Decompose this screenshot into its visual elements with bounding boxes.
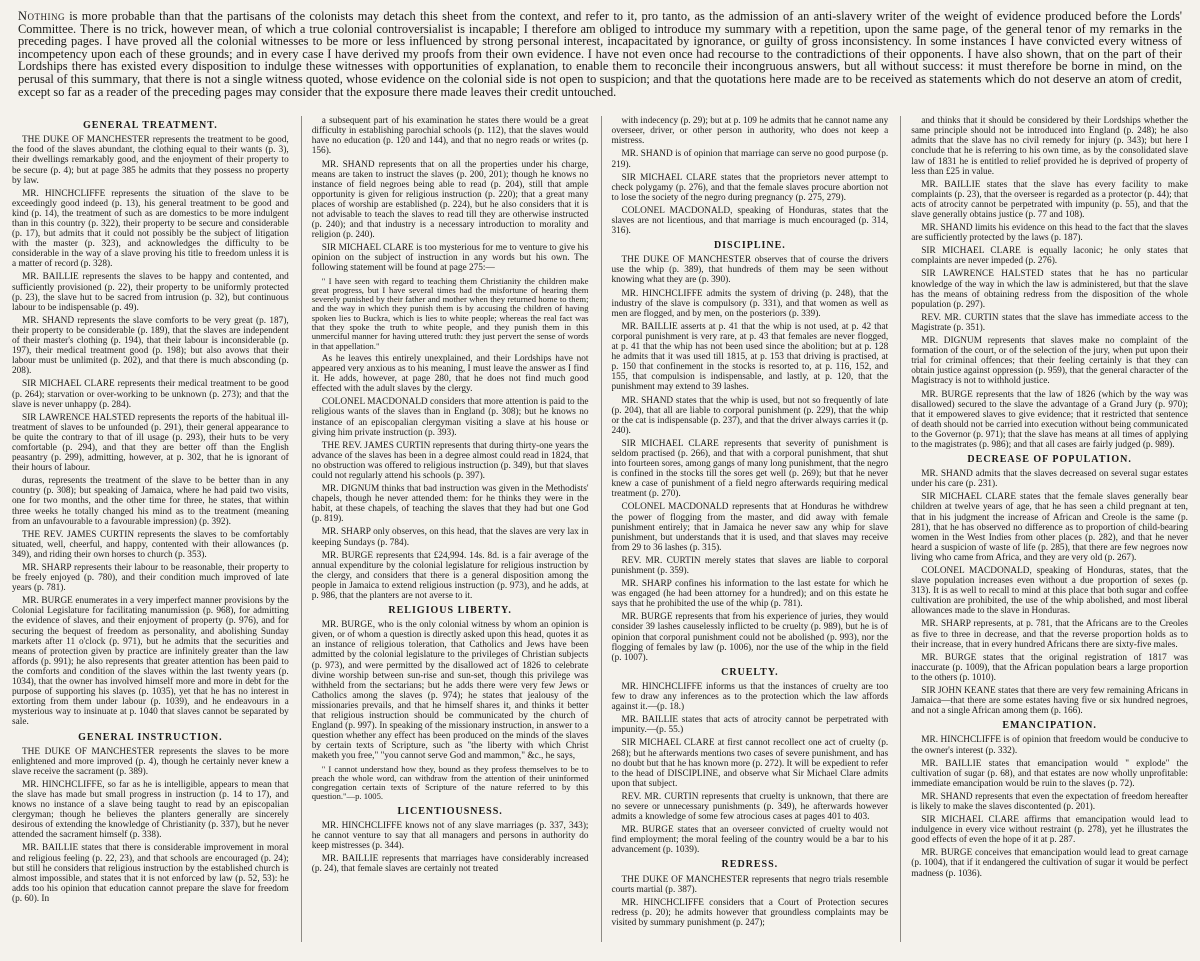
paragraph: COLONEL MACDONALD considers that more attention is paid to the religious wants of the slaves than in England (p. 308); but he knows no instance of an episcopalian clergyman visiting a slave at his house or giving him private instruction (p. 393). [311,397,589,438]
paragraph: SIR LAWRENCE HALSTED states that he has no particular knowledge of the way in which the law is administered, but that the slave has the means of obtaining redress from the disposition of the whole population (p. 297). [911,269,1188,310]
paragraph: As he leaves this entirely unexplained, and their Lordships have not appeared very anxious as to his meaning, I must leave the answer as I find it. He adds, however, at page 280, that he does not find much good effected with the adult slaves by the clergy. [311,353,589,395]
section-heading: LICENTIOUSNESS. [397,805,503,817]
paragraph: MR. HINCHCLIFFE represents the situation of the slave to be exceedingly good indeed (p. 13), his general treatment to be good and kind (p. 14), the treatment of such as are domestics to be more indulgent than in this country (p. 322), their property to be secure and considerable (p. 17), but admits that it could not possibly be the subject of litigation with the master (p. 323), and acknowledges the difficulty to be considerable in the way of a slave proving his title to freedom unless it is a matter of record (p. 328). [12,188,289,270]
paragraph: MR. HINCHCLIFFE is of opinion that freedom would be conducive to the owner's interest (p. 332). [911,735,1188,756]
paragraph: SIR MICHAEL CLARE is equally laconic; he only states that complaints are never impeded (p. 276). [911,246,1188,267]
paragraph: SIR JOHN KEANE states that there are very few remaining Africans in Jamaica—that there are some estates having five or six hundred negroes, and not a single African among them (p. 166). [911,686,1188,717]
column-4 [900,116,1188,942]
column-3 [601,116,889,942]
paragraph: MR. SHAND limits his evidence on this head to the fact that the slaves are sufficiently protected by the laws (p. 187). [911,223,1188,244]
paragraph: MR. HINCHCLIFFE, so far as he is intelligible, appears to mean that the slave has made but small progress in instruction (p. 14 to 17), and knows no instance of a slave being taught to read by an episcopalian clergyman; though he believes the planters generally are sincerely desirous of extending the knowledge of Christianity (p. 337), but he never attended the sacrament himself (p. 338). [12,779,289,841]
section-heading: EMANCIPATION. [1002,720,1097,732]
section-heading: DISCIPLINE. [713,240,786,252]
paragraph: MR. SHAND is of opinion that marriage can serve no good purpose (p. 219). [611,149,889,170]
paragraph: MR. BAILLIE asserts at p. 41 that the whip is not used, at p. 42 that corporal punishment is very rare, at p. 43 that females are never flogged, at p. 41 that the whip has not been used since the abolition; but at p. 128 he admits that it was used till 1815, at p. 153 that driving is practised, at p. 150 that confinement in the stocks is resorted to, at p. 116, 152, and 155, that compulsion is indispensable, and lastly, at p. 120, that the punishment may extend to 39 lashes. [611,321,889,393]
section-heading: DECREASE OF POPULATION. [967,454,1132,466]
paragraph: SIR MICHAEL CLARE represents their medical treatment to be good (p. 264); starvation or over-working to be unknown (p. 273); and that the slave is never unhappy (p. 284). [12,379,289,410]
block-quote: " I have seen with regard to teaching them Christianity the children make great progress, but I have several times had the misfortune of hearing them severely punished by their father and mother when they returned home to them; and the way in which they punish them is by accusing the children of having spoken lies to Buckra, which is lies to white people; whereas the real fact was that they spoke the truth to white people, and they punish them in this unmerciful manner for having uttered truth: they just pervert the sense of words in that appellation." [311,275,589,351]
paragraph: MR. BURGE, who is the only colonial witness by whom an opinion is given, or of whom a question is directly asked upon this head, quotes it as an instance of religious toleration, that Catholics and Jews have been admitted by the colonial legislature to the privileges of Christian subjects (p. 973), and were permitted by the disallowed act of 1826 to celebrate divine worship between sun-rise and sun-set, though this privilege was withheld from the sectarians; but he adds there were very few Jews or Catholics among the slaves (p. 974); he states that jealousy of the missionaries prevails, and that he himself shares it, and thinks it better that religious instruction should be communicated by the church of England (p. 997). In speaking of the missionary instruction, in answer to a question whether any effect has been produced on the minds of the slaves by certain texts of Scripture, such as "the liberty with which Christ maketh you free," "you cannot serve God and mammon," &c., he says, [311,620,589,762]
paragraph: THE DUKE OF MANCHESTER represents the slaves to be more enlightened and more improved (p. 4), though he certainly never knew a slave receive the sacrament (p. 389). [12,746,289,777]
section-heading: RELIGIOUS LIBERTY. [388,605,512,617]
paragraph: MR. BURGE represents that the law of 1826 (which by the way was disallowed) secured to the slave the advantage of a Grand Jury (p. 970); that it empowered slaves to give evidence; that it restricted that sentence of death should not be carried into execution without being communicated to the Governor (p. 971); that the slave has means at all times of applying to the magistrates (p. 986); and that all cases are fairly judged (p. 989). [911,389,1188,450]
paragraph: MR. BURGE represents that £24,994. 14s. 8d. is a fair average of the annual expenditure by the colonial legislature for religious instruction by the clergy, and considers that there is a general disposition among the people in Jamaica to extend religious instruction (p. 973), and he adds, at p. 986, that the planters are not averse to it. [311,550,589,601]
block-quote: " I cannot understand how they, bound as they profess themselves to be to preach the whole word, can withdraw from the attention of their uninformed congregation certain texts of Scripture of the nature referred to by this question."—p. 1005. [311,763,589,802]
paragraph: REV. MR. CURTIN states that the slave has immediate access to the Magistrate (p. 351). [911,312,1188,333]
paragraph: MR. BAILLIE states that there is considerable improvement in moral and religious feeling (p. 22, 23), and that schools are encouraged (p. 24); but still he considers that religious instruction by the established church is almost impossible, and states that it is not enforced by law (p. 52, 53): he adds too his opinion that education cannot prepare the slave for freedom (p. 60). In [12,843,289,904]
paragraph: MR. DIGNUM thinks that bad instruction was given in the Methodists' chapels, though he never attended them: for he thinks they were in the habit, at these chapels, of teaching the slaves that they had but one God (p. 819). [311,484,589,525]
paragraph: MR. BAILLIE states that emancipation would " explode" the cultivation of sugar (p. 68), and that estates are now wholly unprofitable: immediate emancipation would be ruin to the slaves (p. 72). [911,758,1188,789]
paragraph: a subsequent part of his examination he states there would be a great difficulty in establishing parochial schools (p. 112), that the slaves would have no education (p. 120 and 144), and that no negro reads or writes (p. 156). [311,116,589,157]
section-heading: REDRESS. [721,859,779,871]
paragraph: SIR MICHAEL CLARE represents that severity of punishment is seldom practised (p. 266), and that with a corporal punishment, that shut into fourteen sores, among gangs of many long punishment, that the negro is confined in the stocks till the sores get well (p. 269); but that he never knew a case of punishment of a field negro afterwards requiring medical treatment (p. 270). [611,438,889,500]
paragraph: MR. HINCHCLIFFE considers that a Court of Protection secures redress (p. 20); he admits however that groundless complaints may be visited by summary punishment (p. 247); [611,897,889,928]
section-heading: GENERAL INSTRUCTION. [78,731,223,743]
paragraph: REV. MR. CURTIN represents that cruelty is unknown, that there are no severe or unnecessary punishments (p. 349), he afterwards however admits a knowledge of some few atrocious cases at pages 401 to 403. [611,791,889,823]
section-heading: GENERAL TREATMENT. [83,120,218,132]
paragraph: MR. BAILLIE represents the slaves to be happy and contented, and sufficiently provisioned (p. 22), their property to be uniformly protected (p. 23), the slave hut to be sacred from intrusion (p. 32), but continuous labour to be indispensable (p. 49). [12,272,289,313]
paragraph: MR. BURGE conceives that emancipation would lead to great carnage (p. 1004), that if it endangered the cultivation of sugar it would be perfect madness (p. 1036). [911,848,1188,879]
paragraph: MR. BURGE enumerates in a very imperfect manner provisions by the Colonial Legislature for facilitating manumission (p. 968), for admitting the evidence of slaves, and their enjoyment of property (p. 976), and for securing the bequest of freedom as personality, and abolishing Sunday markets after 11 o'clock (p. 971), but he admits that the securities and means of protection given by practice are infinitely greater than the law affords (p. 991); he also represents that greater attention has been paid to the comforts and condition of the slaves within the last twenty years (p. 1034), that the owner has involved himself more and more in debt for the purpose of supporting his slaves (p. 1035), yet that he has no interest in extorting from them under labour (p. 1039), and he endeavours in a mysterious way to insinuate at p. 1040 that slaves cannot be separated by sale. [12,596,289,728]
paragraph: SIR MICHAEL CLARE is too mysterious for me to venture to give his opinion on the subject of instruction in any words but his own. The following statement will be found at page 275:— [311,243,589,274]
paragraph: MR. HINCHCLIFFE knows not of any slave marriages (p. 337, 343); he cannot venture to say that all managers and persons in authority do keep mistresses (p. 344). [311,820,589,851]
paragraph: MR. BURGE states that the original registration of 1817 was inaccurate (p. 1009), that the African population bears a large proportion to the others (p. 1010). [911,652,1188,683]
paragraph: SIR MICHAEL CLARE at first cannot recollect one act of cruelty (p. 268); but he afterwards mentions two cases of severe punishment, and has no doubt but that he has known more (p. 272). It will be expedient to refer to the head of DISCIPLINE, and observe what Sir Michael Clare admits upon that subject. [611,738,889,789]
paragraph: THE DUKE OF MANCHESTER observes that of course the drivers use the whip (p. 389), that hundreds of them may be seen without knowing what they are (p. 390). [611,255,889,286]
paragraph: COLONEL MACDONALD, speaking of Honduras, states, that the slave population increases even without a due proportion of sexes (p. 313). It is as well to recall to mind at this place that both sugar and coffee cultivation are prohibited, the use of the whip abolished, and most liberal allowances made to the slave in Honduras. [911,566,1188,617]
paragraph: MR. SHAND states that the whip is used, but not so frequently of late (p. 204), that all are liable to corporal punishment (p. 229), that the whip or the cat is indispensable (p. 237), and that the driver always carries it (p. 240). [611,395,889,436]
paragraph: MR. BAILLIE represents that marriages have considerably increased (p. 24), that female slaves are certainly not treated [311,854,589,875]
paragraph: duras, represents the treatment of the slave to be better than in any country (p. 308); but speaking of Jamaica, where he had paid two visits, one for two months, and the other time for three, he states, that within three weeks he totally changed his mind as to the treatment (meaning from an unfavourable to a favourable impression) (p. 392). [12,476,289,527]
paragraph: SIR MICHAEL CLARE affirms that emancipation would lead to indulgence in every vice without restraint (p. 278), yet he illustrates the good effects of even the hope of it at p. 287. [911,815,1188,846]
paragraph: MR. SHARP only observes, on this head, that the slaves are very lax in keeping Sundays (p. 784). [311,527,589,548]
paragraph: MR. SHAND admits that the slaves decreased on several sugar estates under his care (p. 231). [911,469,1188,490]
paragraph: THE DUKE OF MANCHESTER represents that negro trials resemble courts martial (p. 387). [611,874,889,895]
paragraph: MR. SHAND represents the slave comforts to be very great (p. 187), their property to be considerable (p. 189), that the slaves are independent of their master's clothing (p. 194), that their labour is inconsiderable (p. 197), their medical treatment good (p. 198); but also avows that their labour must be unlimited (p. 202), and that there is much absconding (p. 208). [12,315,289,377]
column-2 [301,116,589,942]
paragraph: MR. BURGE states that an overseer convicted of cruelty would not find employment; the moral feeling of the country would be a bar to his advancement (p. 1039). [611,825,889,856]
paragraph: MR. SHAND represents that on all the properties under his charge, means are taken to instruct the slaves (p. 200, 201); though he knows no instance of field negroes being able to read (p. 204), still that ample opportunity is given for religious instruction (p. 220); that a great many places of worship are established (p. 224), but he also considers that it is not advisable to teach the slaves to read till they are otherwise instructed (p. 240); and that industry is a necessary introduction to morality and religion (p. 240). [311,159,589,241]
text-columns [12,116,1188,942]
paragraph: COLONEL MACDONALD represents that at Honduras he withdrew the power of flogging from the master, and did away with female punishment entirely; that in Jamaica he never saw any whip for slave punishment, but understands that it is used, and that slaves may receive from 29 to 36 lashes (p. 315). [611,502,889,553]
paragraph: MR. DIGNUM represents that slaves make no complaint of the formation of the court, or of the selection of the jury, when put upon their trial for criminal offences; that their feeling certainly is that they can obtain justice against oppression (p. 959), that the general character of the Magistracy is not to withhold justice. [911,336,1188,387]
paragraph: MR. HINCHCLIFFE informs us that the instances of cruelty are too few to draw any inferences as to the protection which the law affords against it.—(p. 18.) [611,681,889,713]
paragraph: SIR MICHAEL CLARE states that the proprietors never attempt to check polygamy (p. 276), and that the female slaves procure abortion not to lose the society of the negro during pregnancy (p. 275, 279). [611,172,889,203]
paragraph: MR. BURGE represents that from his experience of juries, they would consider 39 lashes causelessly inflicted to be cruelty (p. 989), but he is of opinion that corporal punishment could not be abolished (p. 993), nor the flogging of females by law (p. 1006), nor the use of the whip in the field (p. 1007). [611,612,889,663]
paragraph: SIR LAWRENCE HALSTED represents the reports of the habitual ill-treatment of slaves to be unfounded (p. 291), their general appearance to be quite the contrary to that of ill usage (p. 293), their huts to be very comfortable (p. 294), and that they are better off than the English peasantry (p. 299), admitting, however, at p. 302, that he is ignorant of their hours of labour. [12,412,289,474]
paragraph: THE REV. JAMES CURTIN represents the slaves to be comfortably situated, well, cheerful, and happy, contented with their allowances (p. 349), and riding their own horses to church (p. 353). [12,529,289,560]
paragraph: and thinks that it should be considered by their Lordships whether the same principle should not be introduced into England (p. 248); he also admits that the slave has no civil remedy for injury (p. 343); but here I conclude that he is referring to his own time, as by the consolidated slave law of 1831 he is entitled to relief provided he is deprived of property of less than £25 in value. [911,116,1188,177]
paragraph: MR. HINCHCLIFFE admits the system of driving (p. 248), that the industry of the slave is compulsory (p. 331), and that women as well as men are flogged, and by men, on the posteriors (p. 339). [611,288,889,319]
paragraph: MR. BAILLIE states that acts of atrocity cannot be perpetrated with impunity.—(p. 55.) [611,715,889,736]
paragraph: SIR MICHAEL CLARE states that the female slaves generally bear children at twelve years of age, that he has seen a child pregnant at ten, that in his judgment the increase of African and Creole is the same (p. 281), that he has observed no difference as to proportion of child-bearing women in the West Indies from other places (p. 282), and that he never heard a suspicion of waste of life (p. 285), that there are few negroes now living who came from Africa, and they are very old (p. 267). [911,492,1188,563]
paragraph: with indecency (p. 29); but at p. 109 he admits that he cannot name any overseer, driver, or other person in authority, who does not keep a mistress. [611,116,889,147]
intro-paragraph [12,10,1188,98]
paragraph: MR. SHARP confines his information to the last estate for which he was engaged (he had been attorney for a hundred); and on this estate he says that he prohibited the use of the whip (p. 781). [611,579,889,610]
intro-text: is more probable than that the partisans of the colonists may detach this sheet from the context, and refer to it, pro tanto, as the admission of an anti-slavery writer of the weight of evidence produced before the Lords' Committee. There is no trick, however mean, of which a true colonial controversialist is incapable; I therefore am obliged to introduce my summary with a repetition, upon the same page, of the general tenor of my remarks in the preceding pages. I have proved all the colonial witnesses to be more or less influenced by strong personal interest, incapacitated by ignorance, or guilty of gross inconsistency. In some instances I have convicted every witness of incompetency upon each of these grounds; and in every case I have derived my proofs from their own evidence. I have not even once had recourse to the contradictions of their opponents. I have also shown, that on the part of their Lordships there has existed every disposition to indulge these witnesses with opportunities of explanation, to enable them to reconcile their incongruous answers, but all without success: it must therefore be borne in mind, on the perusal of this summary, that there is not a single witness quoted, whose evidence on the colonial side is not open to suspicion; and that the quotations here made are to be received as statements which do not deserve an atom of credit, except so far as a reader of the preceding pages may consider that the exposure there made leaves their credit untouched. [18,9,1182,99]
paragraph: COLONEL MACDONALD, speaking of Honduras, states that the slaves are not licentious, and that marriage is much encouraged (p. 314, 316). [611,205,889,237]
paragraph: THE REV. JAMES CURTIN represents that during thirty-one years the advance of the slaves has been in a degree almost could read in 1824, that no obstruction was offered to religious instruction (p. 349), but that slaves could not regularly attend his schools (p. 397). [311,440,589,481]
section-heading: CRUELTY. [721,666,779,678]
paragraph: MR. SHARP represents their labour to be reasonable, their property to be freely enjoyed (p. 780), and their condition much improved of late years (p. 781). [12,563,289,594]
paragraph: REV. MR. CURTIN merely states that slaves are liable to corporal punishment (p. 359). [611,555,889,576]
paragraph: MR. SHAND represents that even the expectation of freedom hereafter is likely to make the slaves discontented (p. 201). [911,791,1188,812]
intro-lead-word: Nothing [18,9,65,23]
paragraph: MR. SHARP represents, at p. 781, that the Africans are to the Creoles as five to three in decrease, and that the reverse proportion holds as to their increase, that in every hundred Africans there are sixty-five males. [911,619,1188,650]
column-1 [12,116,289,942]
paragraph: THE DUKE OF MANCHESTER represents the treatment to be good, the food of the slaves abundant, the clothing equal to their wants (p. 3), their dwellings remarkably good, and the enjoyment of their property to be secure (p. 4); but at page 385 he admits that they possess no property by law. [12,135,289,186]
paragraph: MR. BAILLIE states that the slave has every facility to make complaints (p. 23), that the overseer is regarded as a protector (p. 44); that acts of atrocity cannot be perpetrated with impunity (p. 55), and that the slave generally obtains justice (p. 77 and 108). [911,179,1188,220]
